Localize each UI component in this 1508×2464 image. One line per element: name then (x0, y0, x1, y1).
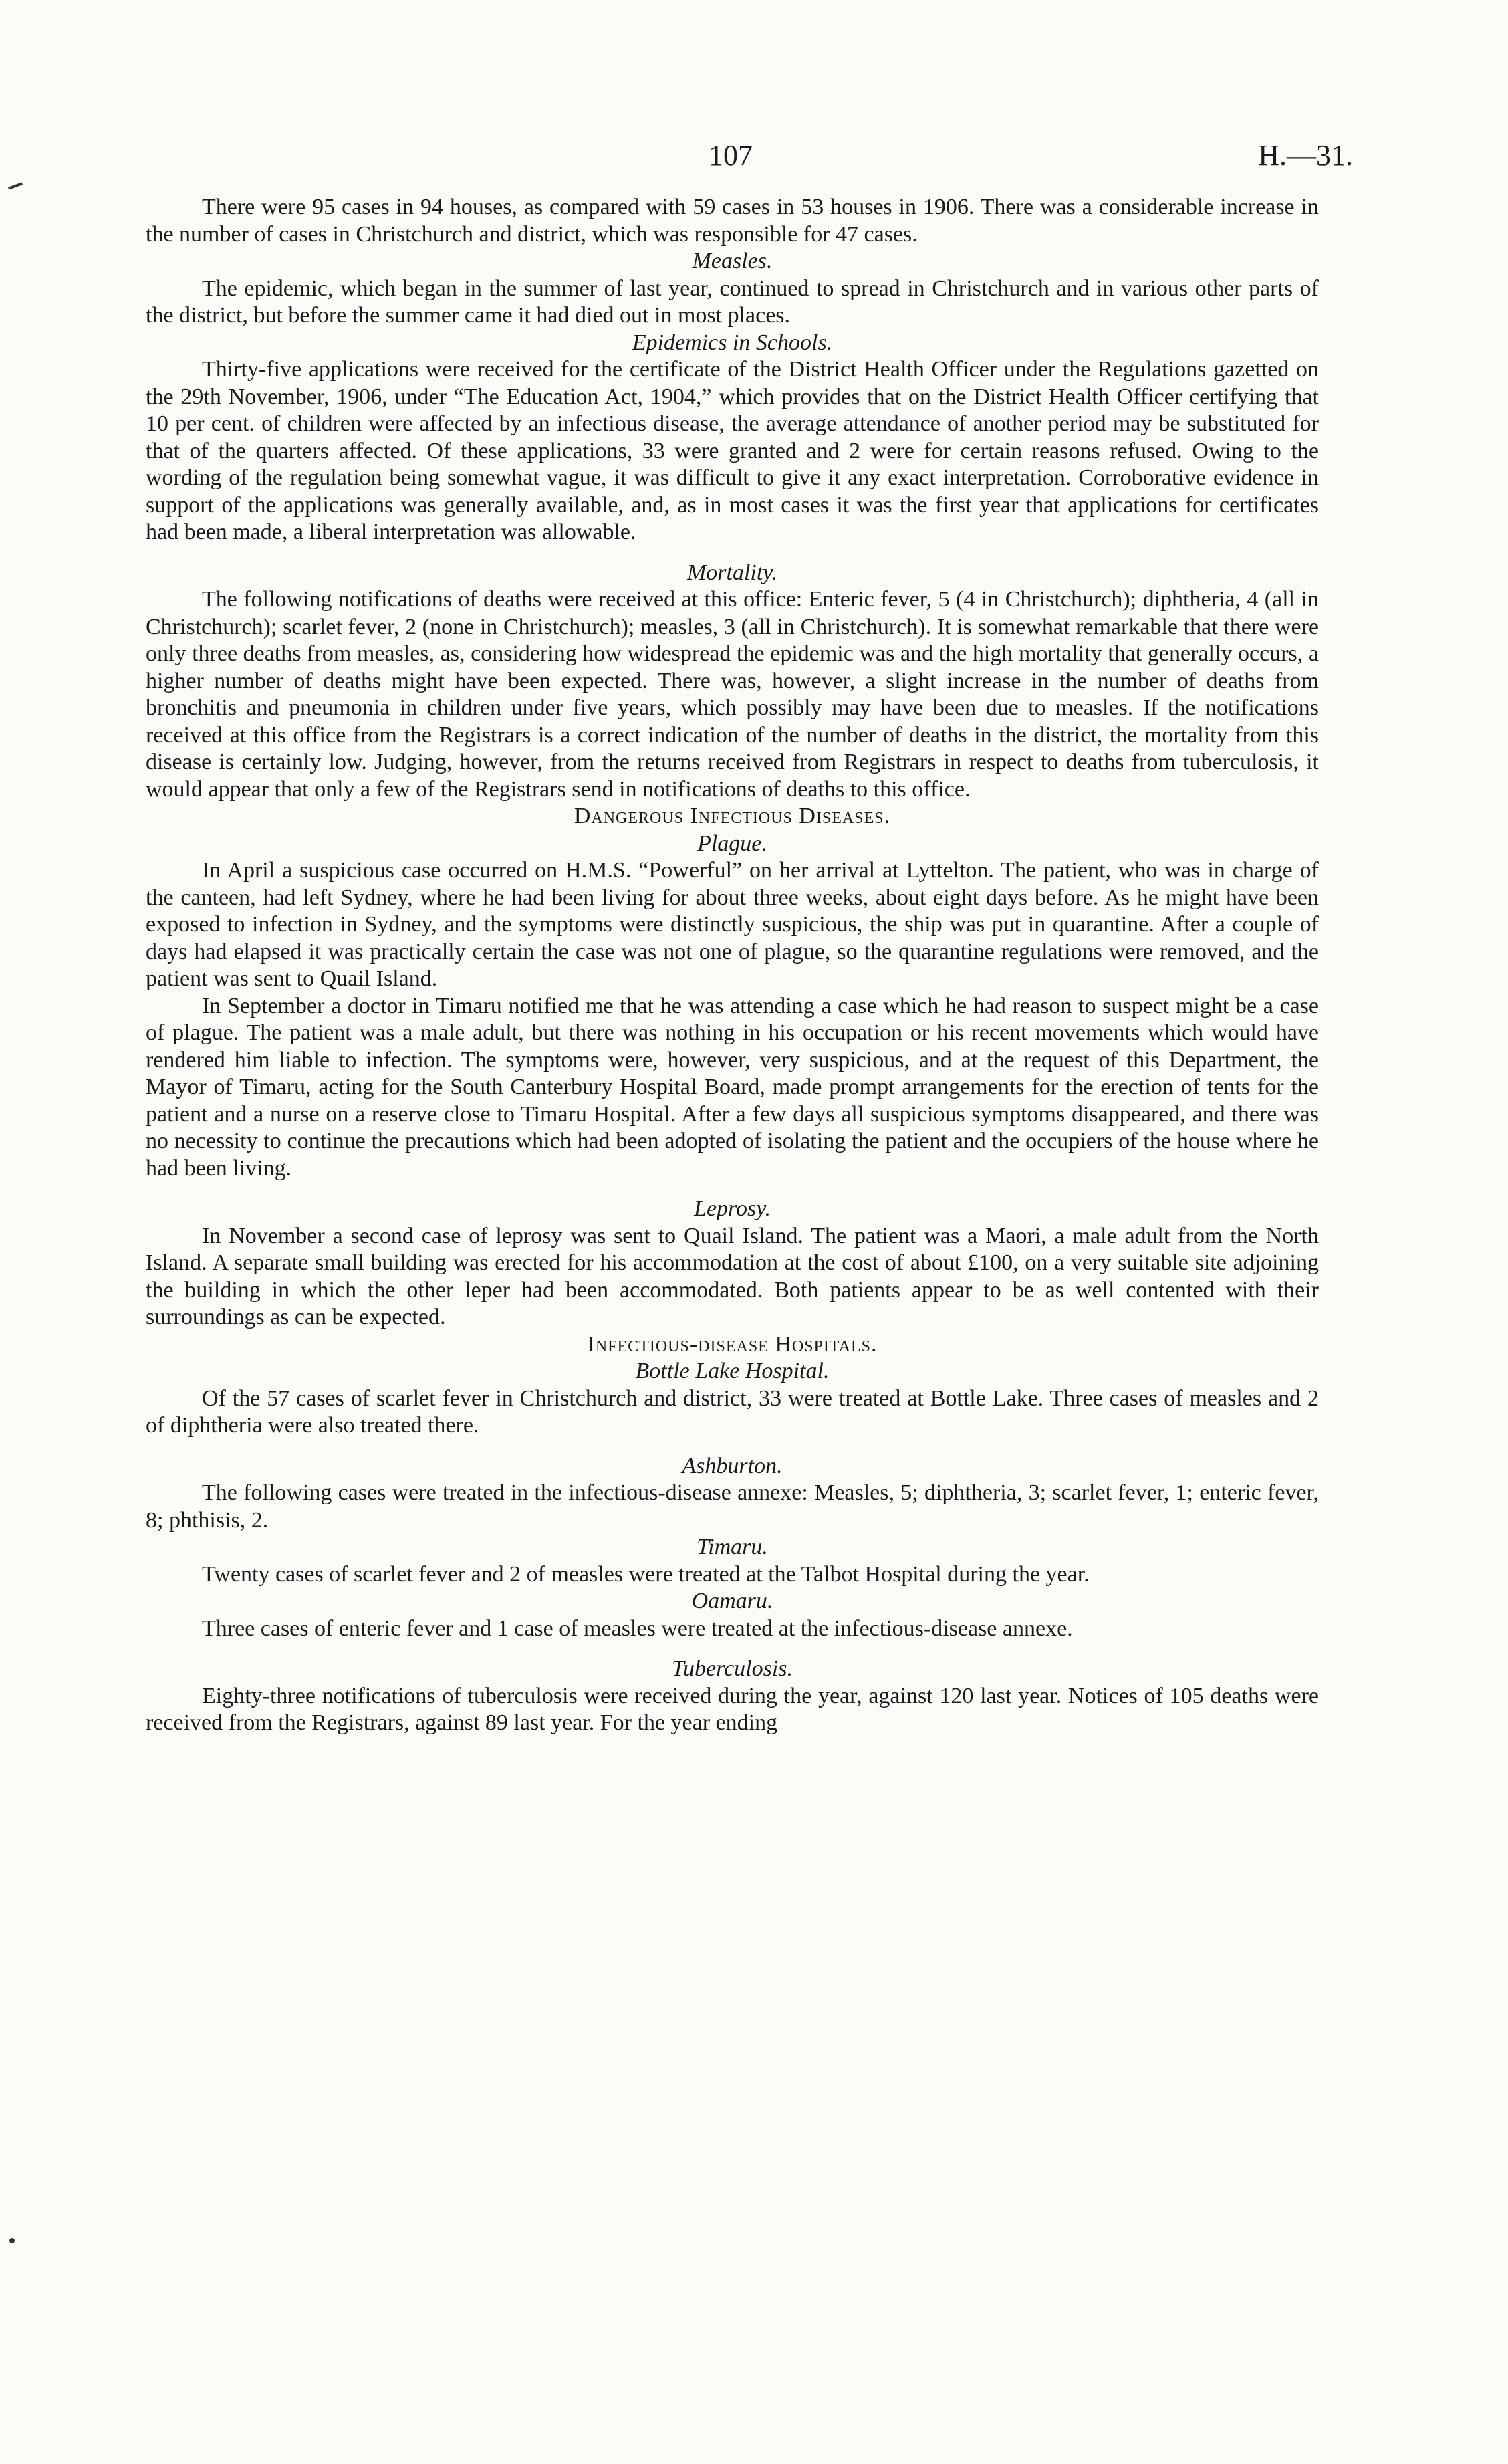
ashburton-paragraph: The following cases were treated in the infectious-disease annexe: Measles, 5; diphtheria, 3; scarlet fever, 1; enteric fever, 8; phthisis, 2. (146, 1480, 1319, 1533)
plague-heading: Plague. (697, 830, 767, 856)
leprosy-heading: Leprosy. (694, 1196, 771, 1221)
mortality-paragraph: The following notifications of deaths were received at this office: Enteric fever, 5 (4 in Christchurch); diphtheria, 4 (all in Christchurch); scarlet fever, 2 (none in Christchurch); measles, 3 (all in Christchurch). It is somewhat remarkable that there were only three deaths from measles, as, considering how widespread the epidemic was and the high mortality that generally occurs, a higher number of deaths might have been expected. There was, however, a slight increase in the number of deaths from bronchitis and pneumonia in children under five years, which possibly may have been due to measles. If the notifications received at this office from the Registrars is a correct indication of the number of deaths in the district, the mortality from this disease is certainly low. Judging, however, from the returns received from Registrars in respect to deaths from tuberculosis, it would appear that only a few of the Registrars send in notifications of deaths to this office. (146, 587, 1319, 802)
bottle-lake-paragraph: Of the 57 cases of scarlet fever in Christchurch and district, 33 were treated at Bottle Lake. Three cases of measles and 2 of diphtheria were also treated there. (146, 1385, 1319, 1438)
document-body (146, 194, 1319, 1737)
plague-paragraph-2: In September a doctor in Timaru notified me that he was attending a case which he had reason to suspect might be a case of plague. The patient was a male adult, but there was nothing in his occupation or his recent movements which would have rendered him liable to infection. The symptoms were, however, very suspicious, and at the request of this Department, the Mayor of Timaru, acting for the South Canterbury Hospital Board, made prompt arrangements for the erection of tents for the patient and a nurse on a reserve close to Timaru Hospital. After a few days all suspicious symptoms disappeared, and there was no necessity to continue the precautions which had been adopted of isolating the patient and the occupiers of the house where he had been living. (146, 993, 1319, 1181)
oamaru-paragraph: Three cases of enteric fever and 1 case of measles were treated at the infectious-disease annexe. (202, 1615, 1073, 1641)
timaru-heading: Timaru. (697, 1535, 768, 1559)
schools-heading: Epidemics in Schools. (632, 330, 833, 355)
measles-paragraph: The epidemic, which began in the summer of last year, continued to spread in Christchurch and in various other parts of the district, but before the summer came it had died out in most places. (146, 275, 1319, 328)
mortality-heading: Mortality. (686, 560, 778, 585)
document-reference: H.—31. (1258, 139, 1353, 172)
timaru-paragraph: Twenty cases of scarlet fever and 2 of measles were treated at the Talbot Hospital during the year. (202, 1561, 1090, 1587)
intro-paragraph: There were 95 cases in 94 houses, as compared with 59 cases in 53 houses in 1906. There was a considerable increase in the number of cases in Christchurch and district, which was responsible for 47 cases. (146, 195, 1319, 247)
hospitals-heading: Infectious-disease Hospitals. (587, 1331, 878, 1357)
plague-paragraph-1: In April a suspicious case occurred on H.M.S. “Powerful” on her arrival at Lyttelton. The patient, who was in charge of the canteen, had left Sydney, where he had been living for about three weeks, about eight days before. As he might have been exposed to infection in Sydney, and the symptoms were distinctly suspicious, the ship was put in quarantine. After a couple of days had elapsed it was practically certain the case was not one of plague, so the quarantine regulations were removed, and the patient was sent to Quail Island. (146, 858, 1319, 991)
oamaru-heading: Oamaru. (691, 1589, 773, 1613)
page-number: 107 (709, 139, 753, 172)
dangerous-diseases-heading: Dangerous Infectious Diseases. (574, 804, 891, 828)
bottle-lake-heading: Bottle Lake Hospital. (635, 1359, 830, 1383)
tuberculosis-heading: Tuberculosis. (671, 1656, 793, 1681)
tuberculosis-paragraph: Eighty-three notifications of tuberculosis were received during the year, against 120 last year. Notices of 105 deaths were received from the Registrars, against 89 last year. For the year ending (146, 1683, 1319, 1735)
ashburton-heading: Ashburton. (682, 1453, 783, 1478)
leprosy-paragraph: In November a second case of leprosy was sent to Quail Island. The patient was a Maori, a male adult from the North Island. A separate small building was erected for his accommodation at the cost of about £100, on a very suitable site adjoining the building in which the other leper had been accommodated. Both patients appear to be as well contented with their surroundings as can be expected. (146, 1223, 1319, 1329)
margin-mark (8, 182, 23, 189)
schools-paragraph: Thirty-five applications were received for the certificate of the District Health Officer under the Regulations gazetted on the 29th November, 1906, under “The Education Act, 1904,” which provides that on the District Health Officer certifying that 10 per cent. of children were affected by an infectious disease, the average attendance of another period may be substituted for that of the quarters affected. Of these applications, 33 were granted and 2 were for certain reasons refused. Owing to the wording of the regulation being somewhat vague, it was difficult to give it any exact interpretation. Corroborative evidence in support of the applications was generally available, and, as in most cases it was the first year that applications for certificates had been made, a liberal interpretation was allowable. (146, 357, 1319, 544)
margin-mark-lower (9, 2238, 15, 2243)
measles-heading: Measles. (692, 249, 773, 273)
